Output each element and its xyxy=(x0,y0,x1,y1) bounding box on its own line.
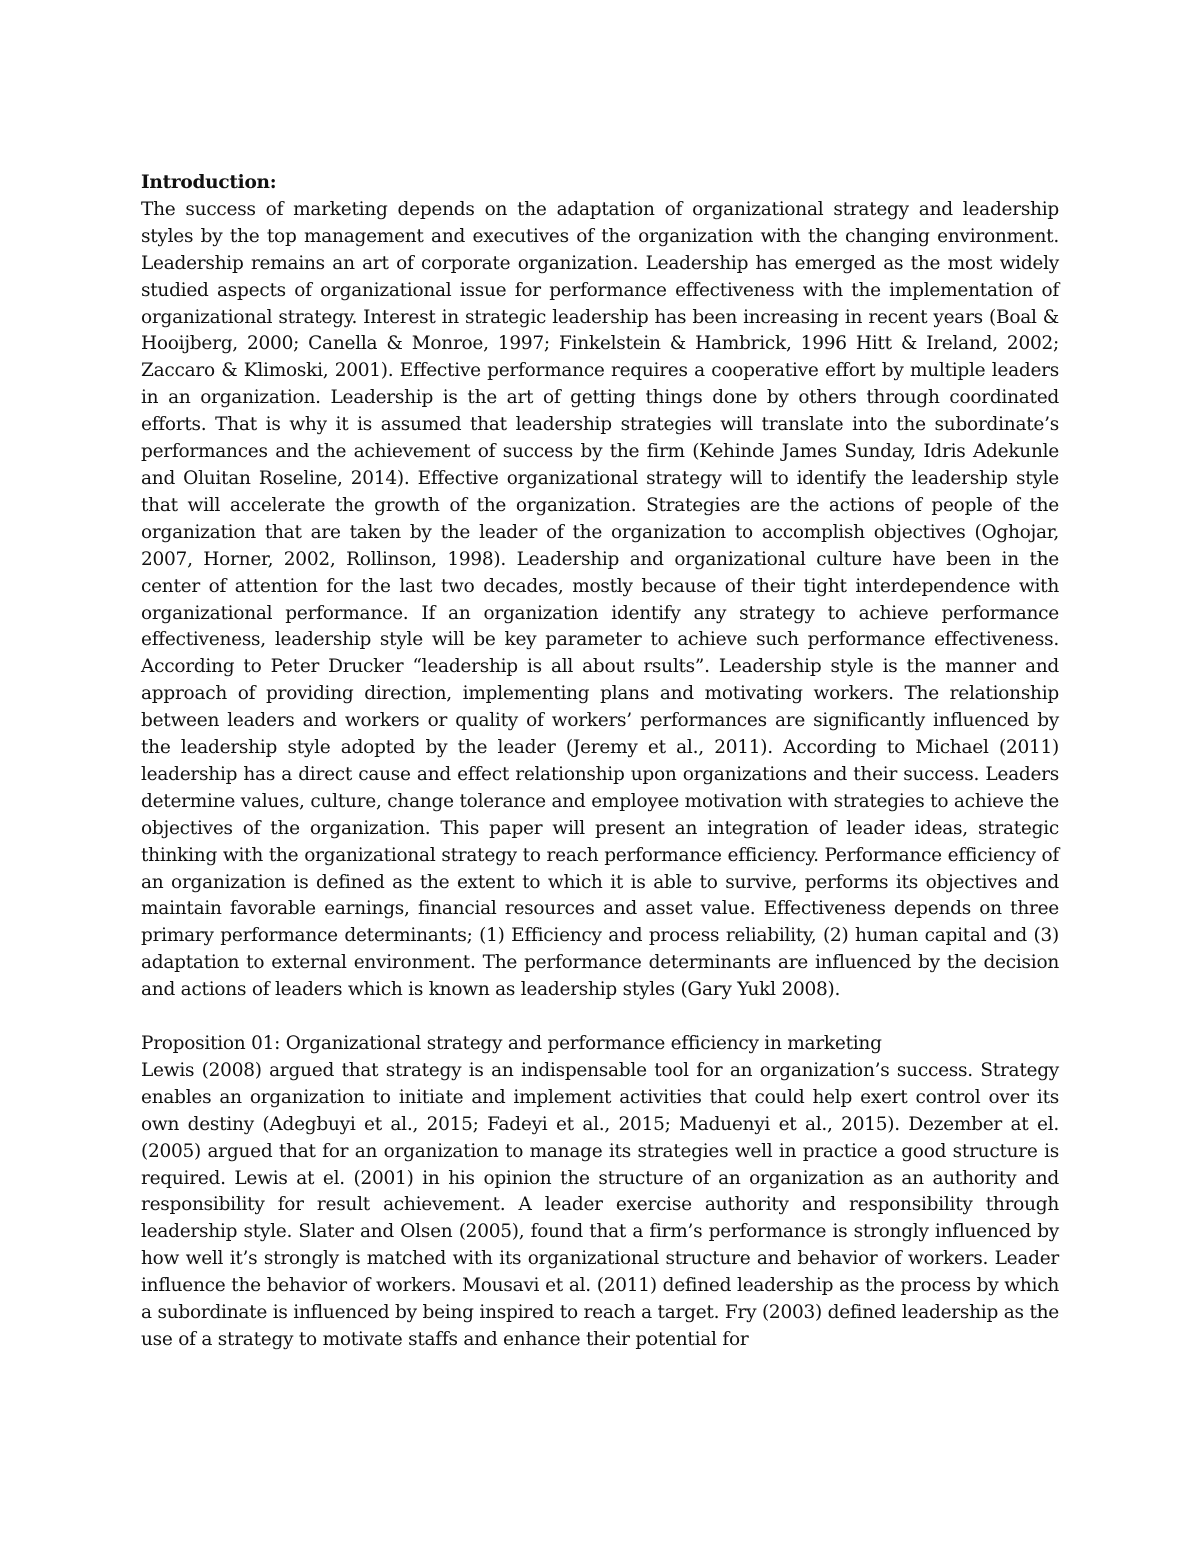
document-page xyxy=(141,170,1059,1354)
proposition-paragraph: Lewis (2008) argued that strategy is an indispensable tool for an organization’s success. Strategy enables an organization to initiate and implement activities that could help exert control over its own destiny (Adegbuyi et al., 2015; Fadeyi et al., 2015; Maduenyi et al., 2015). Dezember at el. (2005) argued that for an organization to manage its strategies well in practice a good structure is required. Lewis at el. (2001) in his opinion the structure of an organization as an authority and responsibility for result achievement. A leader exercise authority and responsibility through leadership style. Slater and Olsen (2005), found that a firm’s performance is strongly influenced by how well it’s strongly is matched with its organizational structure and behavior of workers. Leader influence the behavior of workers. Mousavi et al. (2011) defined leadership as the process by which a subordinate is influenced by being inspired to reach a target. Fry (2003) defined leadership as the use of a strategy to motivate staffs and enhance their potential for xyxy=(141,1059,1059,1350)
intro-heading: Introduction: xyxy=(141,172,277,193)
proposition-heading: Proposition 01: Organizational strategy and performance efficiency in marketing xyxy=(141,1032,882,1054)
intro-paragraph: The success of marketing depends on the adaptation of organizational strategy and leadership styles by the top management and executives of the organization with the changing environment. Leadership remains an art of corporate organization. Leadership has emerged as the most widely studied aspects of organizational issue for performance effectiveness with the implementation of organizational strategy. Interest in strategic leadership has been increasing in recent years (Boal & Hooijberg, 2000; Canella & Monroe, 1997; Finkelstein & Hambrick, 1996 Hitt & Ireland, 2002; Zaccaro & Klimoski, 2001). Effective performance requires a cooperative effort by multiple leaders in an organization. Leadership is the art of getting things done by others through coordinated efforts. That is why it is assumed that leadership strategies will translate into the subordinate’s performances and the achievement of success by the firm (Kehinde James Sunday, Idris Adekunle and Oluitan Roseline, 2014). Effective organizational strategy will to identify the leadership style that will accelerate the growth of the organization. Strategies are the actions of people of the organization that are taken by the leader of the organization to accomplish objectives (Oghojar, 2007, Horner, 2002, Rollinson, 1998). Leadership and organizational culture have been in the center of attention for the last two decades, mostly because of their tight interdependence with organizational performance. If an organization identify any strategy to achieve performance effectiveness, leadership style will be key parameter to achieve such performance effectiveness. According to Peter Drucker “leadership is all about rsults”. Leadership style is the manner and approach of providing direction, implementing plans and motivating workers. The relationship between leaders and workers or quality of workers’ performances are significantly influenced by the leadership style adopted by the leader (Jeremy et al., 2011). According to Michael (2011) leadership has a direct cause and effect relationship upon organizations and their success. Leaders determine values, culture, change tolerance and employee motivation with strategies to achieve the objectives of the organization. This paper will present an integration of leader ideas, strategic thinking with the organizational strategy to reach performance efficiency. Performance efficiency of an organization is defined as the extent to which it is able to survive, performs its objectives and maintain favorable earnings, financial resources and asset value. Effectiveness depends on three primary performance determinants; (1) Efficiency and process reliability, (2) human capital and (3) adaptation to external environment. The performance determinants are influenced by the decision and actions of leaders which is known as leadership styles (Gary Yukl 2008). xyxy=(141,198,1059,1001)
paragraph-spacer xyxy=(141,1004,1059,1031)
